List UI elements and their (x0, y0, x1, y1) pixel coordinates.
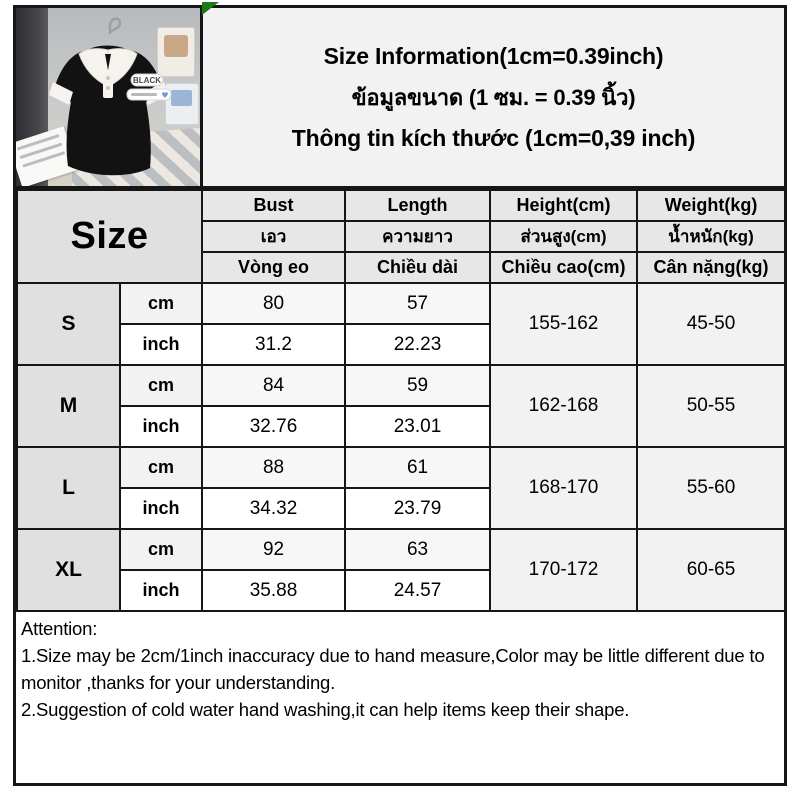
col-header-weight-th: น้ำหนัก(kg) (637, 221, 785, 252)
length-inch-value: 22.23 (345, 324, 490, 365)
unit-label-cm: cm (120, 283, 202, 324)
bust-inch-value: 34.32 (202, 488, 345, 529)
size-header-cell: Size (17, 190, 202, 283)
height-range: 168-170 (490, 447, 637, 529)
col-header-length-en: Length (345, 190, 490, 221)
tag-label: BLACK (133, 76, 161, 85)
col-header-bust-vi: Vòng eo (202, 252, 345, 283)
title-english: Size Information(1cm=0.39inch) (323, 42, 664, 69)
bust-inch-value: 31.2 (202, 324, 345, 365)
size-label-l: L (17, 447, 120, 529)
unit-label-inch: inch (120, 406, 202, 447)
header-row (16, 8, 784, 189)
unit-label-cm: cm (120, 529, 202, 570)
unit-label-inch: inch (120, 324, 202, 365)
length-cm-value: 57 (345, 283, 490, 324)
col-header-weight-vi: Cân nặng(kg) (637, 252, 785, 283)
table-row (17, 365, 785, 406)
hanger-icon (110, 19, 120, 34)
unit-label-cm: cm (120, 365, 202, 406)
size-label-s: S (17, 283, 120, 365)
bust-cm-value: 84 (202, 365, 345, 406)
size-chart-sheet (13, 5, 787, 786)
length-inch-value: 23.79 (345, 488, 490, 529)
length-cm-value: 63 (345, 529, 490, 570)
title-thai: ข้อมูลขนาด (1 ซม. = 0.39 นิ้ว) (351, 84, 636, 110)
size-label-xl: XL (17, 529, 120, 611)
size-table (16, 189, 786, 612)
title-vietnamese: Thông tin kích thước (1cm=0,39 inch) (291, 124, 696, 151)
unit-label-cm: cm (120, 447, 202, 488)
bust-cm-value: 92 (202, 529, 345, 570)
col-header-bust-th: เอว (202, 221, 345, 252)
table-row (17, 529, 785, 570)
attention-note-1: 1.Size may be 2cm/1inch inaccuracy due to hand measure,Color may be little different due to monitor ,thanks for your understanding. (21, 645, 765, 693)
attention-label: Attention: (21, 618, 98, 639)
bust-cm-value: 80 (202, 283, 345, 324)
table-header-row-en (17, 190, 785, 221)
unit-label-inch: inch (120, 570, 202, 611)
height-range: 170-172 (490, 529, 637, 611)
col-header-length-th: ความยาว (345, 221, 490, 252)
button (106, 86, 110, 90)
size-label-m: M (17, 365, 120, 447)
placket (103, 70, 113, 98)
black-blouse-illustration (34, 12, 186, 184)
col-header-height-th: ส่วนสูง(cm) (490, 221, 637, 252)
weight-range: 50-55 (637, 365, 785, 447)
button (106, 76, 110, 80)
height-range: 162-168 (490, 365, 637, 447)
folded-corner-marker (202, 2, 219, 15)
weight-range: 55-60 (637, 447, 785, 529)
size-information-title (203, 8, 784, 186)
col-header-bust-en: Bust (202, 190, 345, 221)
table-row (17, 447, 785, 488)
bust-cm-value: 88 (202, 447, 345, 488)
col-header-height-vi: Chiều cao(cm) (490, 252, 637, 283)
bust-inch-value: 32.76 (202, 406, 345, 447)
length-inch-value: 23.01 (345, 406, 490, 447)
length-cm-value: 61 (345, 447, 490, 488)
bust-inch-value: 35.88 (202, 570, 345, 611)
length-cm-value: 59 (345, 365, 490, 406)
weight-range: 45-50 (637, 283, 785, 365)
attention-note-2: 2.Suggestion of cold water hand washing,it can help items keep their shape. (21, 699, 630, 720)
height-range: 155-162 (490, 283, 637, 365)
length-inch-value: 24.57 (345, 570, 490, 611)
product-photo (16, 8, 203, 186)
unit-label-inch: inch (120, 488, 202, 529)
col-header-weight-en: Weight(kg) (637, 190, 785, 221)
col-header-length-vi: Chiều dài (345, 252, 490, 283)
attention-notes (16, 612, 784, 783)
weight-range: 60-65 (637, 529, 785, 611)
col-header-height-en: Height(cm) (490, 190, 637, 221)
heart-icon: ♥ (161, 91, 169, 100)
table-row (17, 283, 785, 324)
